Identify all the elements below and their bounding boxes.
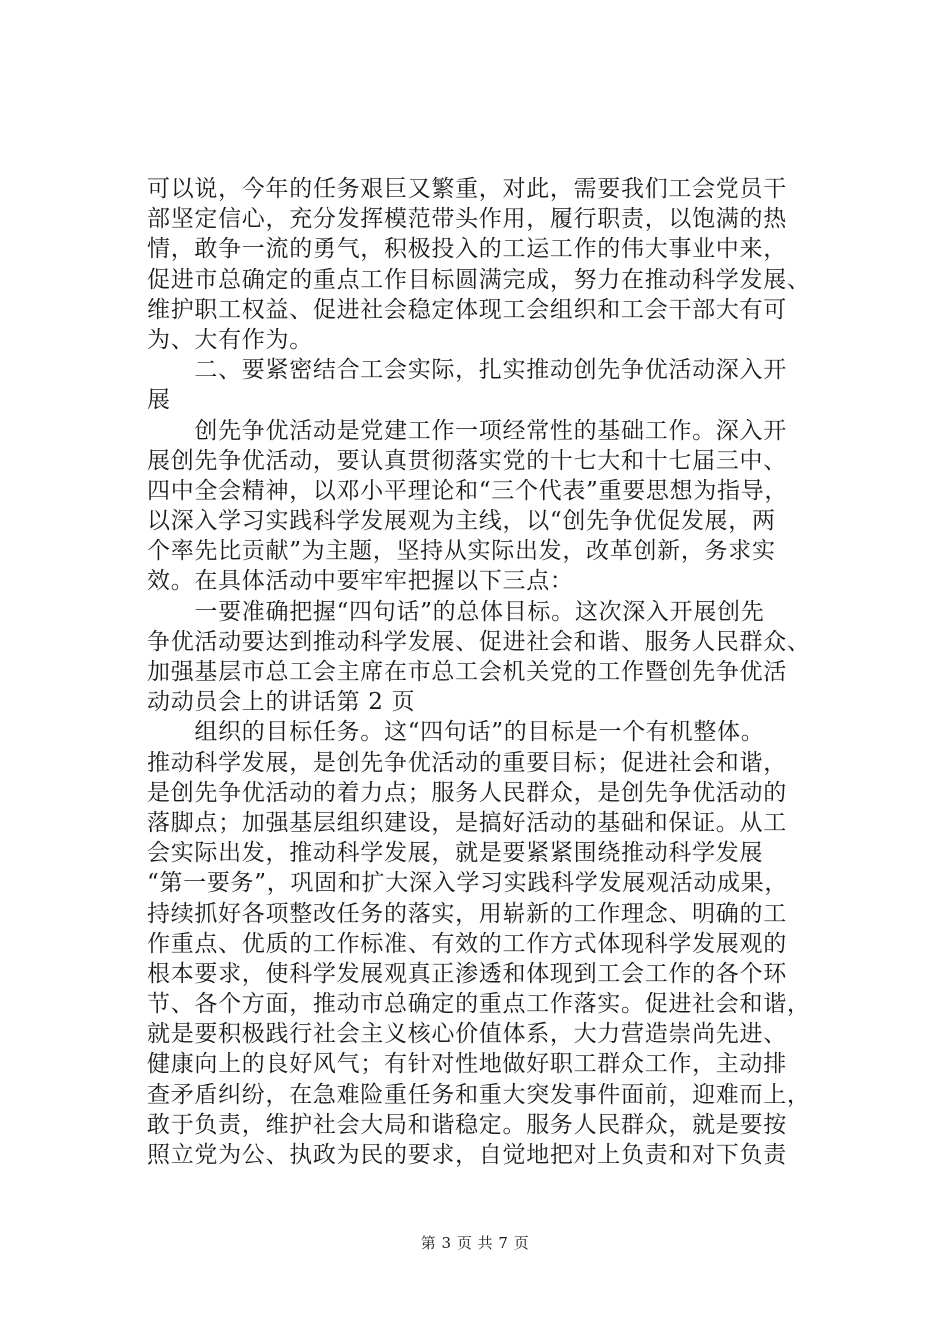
text-line: 情，敢争一流的勇气，积极投入的工运工作的伟大事业中来， bbox=[147, 236, 787, 263]
text-line: 是创先争优活动的着力点；服务人民群众，是创先争优活动的 bbox=[147, 779, 787, 806]
page-number-footer: 第 3 页 共 7 页 bbox=[420, 1234, 530, 1252]
text-line: 加强基层市总工会主席在市总工会机关党的工作暨创先争优活 bbox=[147, 659, 787, 685]
text-line: 一要准确把握“四句话”的总体目标。这次深入开展创先 bbox=[147, 598, 765, 625]
text-line: 四中全会精神，以邓小平理论和“三个代表”重要思想为指导， bbox=[147, 477, 789, 504]
text-line: 推动科学发展，是创先争优活动的重要目标；促进社会和谐， bbox=[147, 749, 787, 776]
text-line: 维护职工权益、促进社会稳定体现工会组织和工会干部大有可 bbox=[147, 296, 787, 323]
text-line: 查矛盾纠纷，在急难险重任务和重大突发事件面前，迎难而上， bbox=[147, 1081, 811, 1108]
text-line: 落脚点；加强基层组织建设，是搞好活动的基础和保证。从工 bbox=[147, 809, 787, 836]
text-line: 创先争优活动是党建工作一项经常性的基础工作。深入开 bbox=[147, 417, 787, 444]
text-line: 部坚定信心，充分发挥模范带头作用，履行职责，以饱满的热 bbox=[147, 206, 787, 233]
text-line: 就是要积极践行社会主义核心价值体系，大力营造崇尚先进、 bbox=[147, 1021, 787, 1048]
text-line: 效。在具体活动中要牢牢把握以下三点： bbox=[147, 568, 574, 595]
document-body bbox=[147, 174, 833, 1170]
text-line: 节、各个方面，推动市总确定的重点工作落实。促进社会和谐， bbox=[147, 991, 811, 1018]
text-line: 展创先争优活动，要认真贯彻落实党的十七大和十七届三中、 bbox=[147, 447, 787, 474]
text-line: 照立党为公、执政为民的要求，自觉地把对上负责和对下负责 bbox=[147, 1142, 787, 1168]
text-line: 组织的目标任务。这“四句话”的目标是一个有机整体。 bbox=[147, 719, 765, 746]
text-line: 可以说，今年的任务艰巨又繁重，对此，需要我们工会党员干 bbox=[147, 176, 787, 202]
text-line: 根本要求，使科学发展观真正渗透和体现到工会工作的各个环 bbox=[147, 960, 787, 987]
text-line: 动动员会上的讲话第 2 页 bbox=[147, 689, 416, 716]
section-heading-line: 二、要紧密结合工会实际，扎实推动创先争优活动深入开 bbox=[147, 357, 787, 384]
text-line: 以深入学习实践科学发展观为主线，以“创先争优促发展，两 bbox=[147, 508, 776, 535]
text-line: 个率先比贡献”为主题，坚持从实际出发，改革创新，务求实 bbox=[147, 538, 776, 565]
text-line: 作重点、优质的工作标准、有效的工作方式体现科学发展观的 bbox=[147, 930, 787, 957]
text-line: 会实际出发，推动科学发展，就是要紧紧围绕推动科学发展 bbox=[147, 840, 764, 867]
text-line: “第一要务”，巩固和扩大深入学习实践科学发展观活动成果， bbox=[147, 870, 789, 897]
text-line: 持续抓好各项整改任务的落实，用崭新的工作理念、明确的工 bbox=[147, 900, 787, 927]
text-line: 敢于负责，维护社会大局和谐稳定。服务人民群众，就是要按 bbox=[147, 1111, 787, 1138]
text-line: 促进市总确定的重点工作目标圆满完成，努力在推动科学发展、 bbox=[147, 266, 811, 293]
text-line: 健康向上的良好风气；有针对性地做好职工群众工作，主动排 bbox=[147, 1051, 787, 1078]
text-line: 为、大有作为。 bbox=[147, 326, 313, 353]
section-heading-line: 展 bbox=[147, 387, 171, 414]
text-line: 争优活动要达到推动科学发展、促进社会和谐、服务人民群众、 bbox=[147, 628, 811, 655]
